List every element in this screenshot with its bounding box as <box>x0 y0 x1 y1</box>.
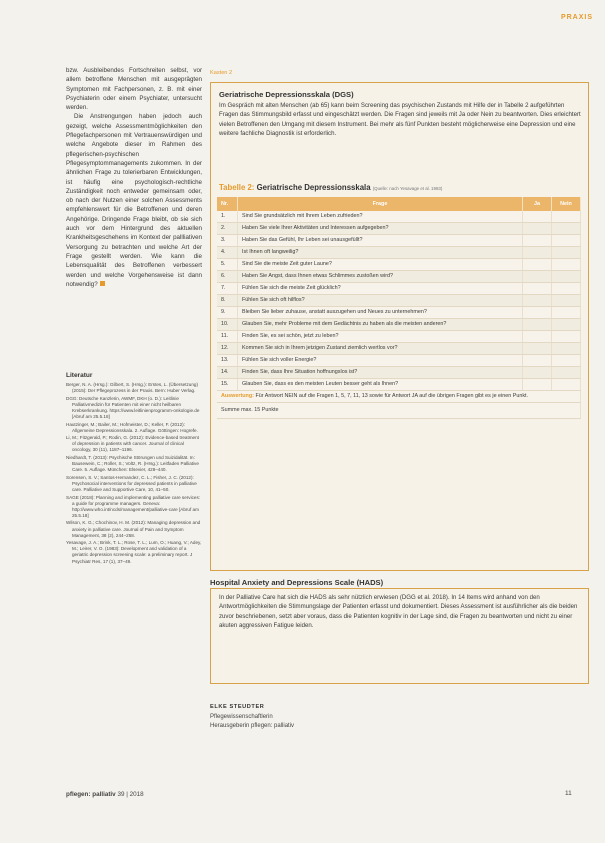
hads-text: In der Palliative Care hat sich die HADS als sehr nützlich erwiesen (DGG et al. 2018). In 14 Items wird anhand von den Antwortmöglichkeiten die Stimmungslage der Patienten erfasst und dokumentiert. Dieses Assessment ist ausführlicher als die beiden zuvor beschriebenen, setzt aber voraus, dass die Patienten kognitiv in der Lage sind, die Fragen zu beantworten und nicht zu einer akuten aggressiven Fatigue leiden. <box>219 594 578 630</box>
row-nein <box>552 367 581 379</box>
row-nein <box>552 247 581 259</box>
row-ja <box>523 223 552 235</box>
row-nein <box>552 223 581 235</box>
row-ja <box>523 331 552 343</box>
row-nein <box>552 259 581 271</box>
row-ja <box>523 235 552 247</box>
table-row <box>217 307 581 319</box>
table-row <box>217 379 581 391</box>
header-frage: Frage <box>238 197 523 211</box>
literature-item: Berger, N. A. (Hrsg.): Gilbert, S. (Hrsg.): Erstes, L. (Übersetzung) (2015): Der Pflegeprozess in der Praxis. Bern: Huber Verlag. <box>66 382 198 394</box>
row-question: Sind Sie grundsätzlich mit Ihrem Leben zufrieden? <box>238 211 523 223</box>
literature-list <box>66 382 202 566</box>
row-number: 3. <box>217 235 238 247</box>
hads-title: Hospital Anxiety and Depressions Scale (HADS) <box>210 578 384 587</box>
row-ja <box>523 355 552 367</box>
table-name: Geriatrische Depressionsskala <box>256 183 371 192</box>
end-mark-icon <box>100 281 105 286</box>
row-number: 7. <box>217 283 238 295</box>
magazine-issue: 39 | 2018 <box>117 791 144 798</box>
author-role-line: Herausgeberin pflegen: palliativ <box>210 723 295 729</box>
paragraph <box>66 112 202 289</box>
table-row <box>217 235 581 247</box>
table-row <box>217 319 581 331</box>
row-ja <box>523 247 552 259</box>
row-ja <box>523 271 552 283</box>
row-number: 13. <box>217 355 238 367</box>
row-nein <box>552 379 581 391</box>
literature-item: Sorensen, S. V.; Santos-Hernandez, C. L.; Fisher, J. C. (2012): Psychosocial interventions for depressed patients in palliative care. Palliative and Supportive Care, 10, 41–50. <box>66 474 197 492</box>
row-ja <box>523 343 552 355</box>
total-cell: Summe max. 15 Punkte <box>217 403 581 419</box>
evaluation-row <box>217 391 581 403</box>
row-ja <box>523 211 552 223</box>
literature-item: SAGE (2018): Planning and implementing palliative care services: a guide for programme managers. Geneva: http://www.who.int/ncds/management/palliative-care [Abruf am 25.5.18] <box>66 494 201 518</box>
table-row <box>217 331 581 343</box>
table-row <box>217 271 581 283</box>
row-nein <box>552 331 581 343</box>
row-nein <box>552 235 581 247</box>
table-title <box>219 183 442 192</box>
literature-item: Wilson, K. G.; Chochinov, H. M. (2012): Managing depression and anxiety in palliative care. Journal of Pain and Symptom Management, 38 (2), 244–258. <box>66 520 201 538</box>
row-question: Fühlen Sie sich die meiste Zeit glücklich? <box>238 283 523 295</box>
dgs-table <box>217 197 581 419</box>
row-question: Glauben Sie, dass es den meisten Leuten besser geht als Ihnen? <box>238 379 523 391</box>
dgs-box-text: Im Gespräch mit alten Menschen (ab 65) kann beim Screening das psychischen Zustands mit Hilfe der in Tabelle 2 aufgeführten Fragen das Stimmungsbild erfasst und eingeschätzt werden. Die Fragen sind jeweils mit Ja oder Nein zu beantworten. Dies erleichtert vielen Betroffenen den Umgang mit diesem Instrument. Bei mehr als fünf Punkten besteht möglicherweise eine Depression und eine weitere fachliche Diagnostik ist erforderlich. <box>219 102 581 137</box>
evaluation-key: Auswertung: <box>221 393 254 399</box>
author-role-line: Pflegewissenschaftlerin <box>210 714 273 720</box>
table-row <box>217 247 581 259</box>
row-question: Fühlen Sie sich oft hilflos? <box>238 295 523 307</box>
table-row <box>217 343 581 355</box>
page-number: 11 <box>565 790 572 797</box>
row-number: 14. <box>217 367 238 379</box>
table-source: (Quelle: nach Yesavage et al. 1983) <box>372 186 443 191</box>
table-row <box>217 283 581 295</box>
row-question: Finden Sie, dass Ihre Situation hoffnungslos ist? <box>238 367 523 379</box>
row-number: 15. <box>217 379 238 391</box>
row-ja <box>523 283 552 295</box>
row-question: Haben Sie Angst, dass Ihnen etwas Schlimmes zustoßen wird? <box>238 271 523 283</box>
literature-item: Yesavage, J. A.; Brink, T. L.; Rose, T. L.; Lum, O.; Huang, V.; Adey, M.; Leirer, V. O. (1983): Development and validation of a geriatric depression screening scale: a preliminary report. J Psychiatr Res, 17 (1), 37–49. <box>66 540 202 564</box>
row-ja <box>523 307 552 319</box>
table-header-row <box>217 197 581 211</box>
dgs-box-title: Geriatrische Depressionsskala (DGS) <box>219 90 354 99</box>
row-number: 8. <box>217 295 238 307</box>
literature-heading: Literatur <box>66 372 93 379</box>
row-number: 6. <box>217 271 238 283</box>
row-number: 12. <box>217 343 238 355</box>
row-nein <box>552 283 581 295</box>
row-number: 10. <box>217 319 238 331</box>
table-row <box>217 259 581 271</box>
row-question: Glauben Sie, mehr Probleme mit dem Gedächtnis zu haben als die meisten anderen? <box>238 319 523 331</box>
row-number: 4. <box>217 247 238 259</box>
table-row <box>217 367 581 379</box>
row-question: Bleiben Sie lieber zuhause, anstatt auszugehen und Neues zu unternehmen? <box>238 307 523 319</box>
table-row <box>217 355 581 367</box>
magazine-name: pflegen: palliativ <box>66 791 116 798</box>
table-row <box>217 211 581 223</box>
paragraph-text: Die Anstrengungen haben jedoch auch gezeigt, welche Assessmentmöglichkeiten den Pflegefachpersonen mit Vertrauenswürdigen und welche Angebote dieser im Rahmen des pflegerischen-psychischen Pflegesymptommanagements zukommen. In der ähnlichen Frage zu tolerierbaren Entwicklungen, ist häufig eine psychologisch-rechtliche Zuständigkeit noch entweder gemeinsam oder, ob nach der Nutzen einer solchen Assessments empfehlenswert für die Betroffenen und deren Angehörige. Dringende Frage bleibt, ob sie sich auch vor dem Hintergrund des aktuellen Krankheitsgeschehens im Kontext der pallliativen Versorgung zu betrachten und welche Art der Frage gestellt werden. Wie kann die Lebensqualität des Betroffenen verbessert werden und welche Vorgehensweise ist dann notwendig? <box>66 113 202 288</box>
row-number: 1. <box>217 211 238 223</box>
row-ja <box>523 319 552 331</box>
row-nein <box>552 307 581 319</box>
table-row <box>217 295 581 307</box>
row-nein <box>552 295 581 307</box>
row-nein <box>552 319 581 331</box>
literature-item: DGG: Deutsche Kanzlerin, AWMF, DKH (o. D.): Leitlinie Palliativmedizin für Patienten mit einer nicht heilbaren Krebserkrankung. https://www.leitlinienprogramm-onkologie.de [Abruf am 25.5.18] <box>66 395 200 419</box>
row-nein <box>552 271 581 283</box>
author-name: ELKE STEUDTER <box>210 704 265 710</box>
author-role <box>210 713 294 731</box>
row-ja <box>523 367 552 379</box>
row-ja <box>523 259 552 271</box>
row-question: Finden Sie, es sei schön, jetzt zu leben? <box>238 331 523 343</box>
box-label: Kasten 2 <box>210 70 233 76</box>
row-question: Fühlen Sie sich voller Energie? <box>238 355 523 367</box>
row-question: Haben Sie das Gefühl, Ihr Leben sei unausgefüllt? <box>238 235 523 247</box>
row-number: 2. <box>217 223 238 235</box>
evaluation-cell <box>217 391 581 403</box>
header-bar <box>0 0 605 28</box>
row-question: Sind Sie die meiste Zeit guter Laune? <box>238 259 523 271</box>
row-nein <box>552 343 581 355</box>
row-number: 9. <box>217 307 238 319</box>
footer-magazine <box>66 791 144 798</box>
literature-item: Li, M.; Fitzgerald, P.; Rodin, G. (2012): Evidence-based treatment of depression in patients with cancer. Journal of clinical oncology, 30 (11), 1187–1196. <box>66 435 199 453</box>
table-number: Tabelle 2: <box>219 183 255 192</box>
row-ja <box>523 295 552 307</box>
table-body <box>217 211 581 391</box>
row-number: 11. <box>217 331 238 343</box>
literature-item: Hautzinger, M.; Bailer, M.; Hofmeister, D.; Keller, F. (2012): Allgemeine Depressionsskala. 2. Auflage. Göttingen: Hogrefe. <box>66 421 198 433</box>
row-question: Ist Ihnen oft langweilig? <box>238 247 523 259</box>
total-row <box>217 403 581 419</box>
row-question: Kommen Sie sich in Ihrem jetzigen Zustand ziemlich wertlos vor? <box>238 343 523 355</box>
header-nein: Nein <box>552 197 581 211</box>
row-nein <box>552 355 581 367</box>
header-ja: Ja <box>523 197 552 211</box>
row-number: 5. <box>217 259 238 271</box>
header-nr: Nr. <box>217 197 238 211</box>
left-column-body <box>66 66 202 289</box>
section-label: PRAXIS <box>560 14 593 21</box>
table-row <box>217 223 581 235</box>
row-question: Haben Sie viele Ihrer Aktivitäten und Interessen aufgegeben? <box>238 223 523 235</box>
evaluation-text: Für Antwort NEIN auf die Fragen 1, 5, 7, 11, 13 sowie für Antwort JA auf die übrigen Fragen gibt es je einen Punkt. <box>255 393 529 399</box>
paragraph: bzw. Ausbleibendes Fortschreiten selbst, vor allem betroffene Menschen mit ausgeprägten Symptomen mit Fachpersonen, z. B. mit einer Psychiaterin oder einem Psychiater, untersucht werden. <box>66 67 202 112</box>
literature-item: Niedhardt, T. (2013): Psychische Störungen und Suizidalität. In: Bausewein, C.; Roller, S.; Voltz, R. (Hrsg.): Leitfaden Palliative Care. 5. Auflage. München: Elsevier, 428–440. <box>66 455 199 473</box>
row-nein <box>552 211 581 223</box>
row-ja <box>523 379 552 391</box>
